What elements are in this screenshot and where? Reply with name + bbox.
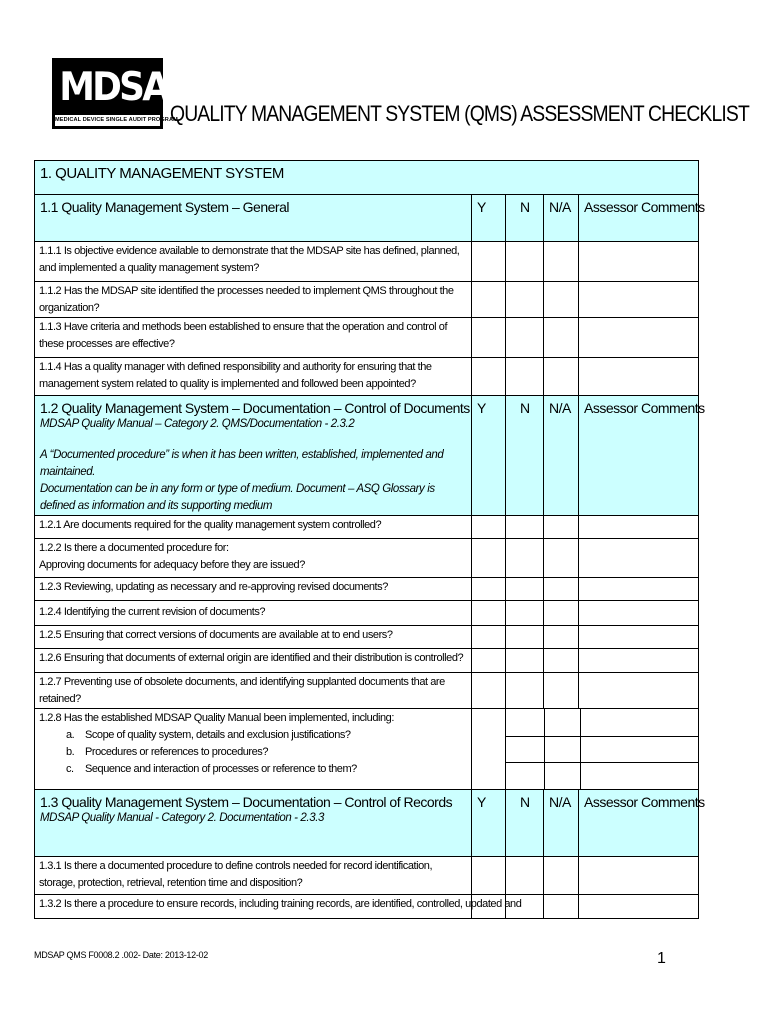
answer-y-cell[interactable] <box>472 318 506 358</box>
question-text: 1.1.4 Has a quality manager with defined responsibility and authority for ensuring that the management system related to quality is implemented and followed been appointed? <box>39 361 432 390</box>
col-header-y: Y <box>477 199 486 215</box>
answer-y-cell[interactable] <box>472 709 506 790</box>
answer-n-cell[interactable] <box>506 578 544 601</box>
answer-y-cell[interactable] <box>472 857 506 895</box>
answer-y-cell[interactable] <box>472 358 506 396</box>
list-letter: c. <box>66 763 74 775</box>
answer-na-cell[interactable] <box>545 762 581 789</box>
answer-n-cell[interactable] <box>506 358 544 396</box>
list-item-text: Scope of quality system, details and exclusion justifications? <box>85 729 351 741</box>
subsection-title-1-1: 1.1 Quality Management System – General <box>40 199 289 215</box>
answer-na-cell[interactable] <box>544 601 579 626</box>
manual-reference: MDSAP Quality Manual – Category 2. QMS/Documentation - 2.3.2 <box>40 418 355 430</box>
col-header-comments: Assessor Comments <box>584 199 705 215</box>
comment-cell[interactable] <box>579 539 699 578</box>
col-header-na: N/A <box>549 400 571 416</box>
answer-na-cell[interactable] <box>544 282 579 318</box>
list-item-text: Sequence and interaction of processes or reference to them? <box>85 763 357 775</box>
col-header-n: N <box>520 794 530 810</box>
list-letter: a. <box>66 729 75 741</box>
table-row <box>35 709 699 790</box>
answer-y-cell[interactable] <box>472 516 506 539</box>
answer-na-cell[interactable] <box>544 857 579 895</box>
question-text: 1.1.1 Is objective evidence available to demonstrate that the MDSAP site has defined, planned, and implemented a quality management system? <box>39 245 460 274</box>
answer-y-cell[interactable] <box>472 242 506 282</box>
sub-item-answer-grid <box>506 709 698 789</box>
table-row <box>35 673 699 709</box>
comment-cell[interactable] <box>579 626 699 649</box>
comment-cell[interactable] <box>579 895 699 919</box>
question-text: 1.2.5 Ensuring that correct versions of documents are available at to end users? <box>39 629 393 641</box>
table-row <box>35 242 699 282</box>
sub-item-list <box>35 727 471 778</box>
col-header-comments: Assessor Comments <box>584 794 705 810</box>
answer-n-cell[interactable] <box>506 673 544 709</box>
answer-n-cell[interactable] <box>506 601 544 626</box>
list-item-text: Procedures or references to procedures? <box>85 746 269 758</box>
list-item <box>39 727 467 744</box>
comment-cell[interactable] <box>581 736 699 762</box>
mdsap-logo <box>52 58 191 129</box>
col-header-comments: Assessor Comments <box>584 400 705 416</box>
answer-n-cell[interactable] <box>506 318 544 358</box>
answer-y-cell[interactable] <box>472 539 506 578</box>
page-title: QUALITY MANAGEMENT SYSTEM (QMS) ASSESSMENT CHECKLIST <box>170 101 749 126</box>
question-text: 1.1.2 Has the MDSAP site identified the processes needed to implement QMS throughout the organization? <box>39 285 454 314</box>
comment-cell[interactable] <box>579 358 699 396</box>
table-row <box>35 578 699 601</box>
table-row <box>35 358 699 396</box>
comment-cell[interactable] <box>579 318 699 358</box>
col-header-n: N <box>520 199 530 215</box>
col-header-y: Y <box>477 400 486 416</box>
answer-na-cell[interactable] <box>544 318 579 358</box>
table-row <box>35 649 699 673</box>
comment-cell[interactable] <box>579 578 699 601</box>
subsection-title-1-3: 1.3 Quality Management System – Documentation – Control of Records <box>40 794 453 810</box>
document-footer: MDSAP QMS F0008.2 .002- Date: 2013-12-02 <box>34 950 208 960</box>
answer-na-cell[interactable] <box>545 736 581 762</box>
answer-na-cell[interactable] <box>544 358 579 396</box>
answer-na-cell[interactable] <box>544 578 579 601</box>
comment-cell[interactable] <box>581 762 699 789</box>
table-row <box>35 895 699 919</box>
table-row <box>35 601 699 626</box>
answer-n-cell[interactable] <box>506 516 544 539</box>
question-text: 1.1.3 Have criteria and methods been established to ensure that the operation and control of these processes are effective? <box>39 321 448 350</box>
question-text: 1.2.8 Has the established MDSAP Quality Manual been implemented, including: <box>39 712 394 724</box>
checklist-table <box>34 160 705 919</box>
subsection-header-row <box>35 790 699 857</box>
logo-tagline: MEDICAL DEVICE SINGLE AUDIT PROGRAM <box>55 115 160 126</box>
comment-cell[interactable] <box>579 516 699 539</box>
col-header-na: N/A <box>549 199 571 215</box>
comment-cell[interactable] <box>579 857 699 895</box>
list-letter: b. <box>66 746 75 758</box>
list-item <box>39 744 467 761</box>
table-row <box>35 857 699 895</box>
answer-na-cell[interactable] <box>544 516 579 539</box>
list-item <box>39 761 467 778</box>
answer-n-cell[interactable] <box>506 242 544 282</box>
answer-y-cell[interactable] <box>472 649 506 673</box>
table-row <box>35 318 699 358</box>
definition-note: A “Documented procedure” is when it has been written, established, implemented and maintained. <box>40 449 444 478</box>
answer-n-cell[interactable] <box>506 539 544 578</box>
answer-na-cell[interactable] <box>544 673 579 709</box>
table-row <box>35 539 699 578</box>
comment-cell[interactable] <box>579 673 699 709</box>
comment-cell[interactable] <box>579 282 699 318</box>
comment-cell[interactable] <box>579 649 699 673</box>
col-header-na: N/A <box>549 794 571 810</box>
question-text: 1.2.6 Ensuring that documents of external origin are identified and their distribution is controlled? <box>39 652 464 664</box>
answer-y-cell[interactable] <box>472 601 506 626</box>
question-text: 1.2.7 Preventing use of obsolete documents, and identifying supplanted documents that are retained? <box>39 676 445 705</box>
question-text: Approving documents for adequacy before they are issued? <box>39 559 305 571</box>
question-text: 1.2.1 Are documents required for the quality management system controlled? <box>39 519 382 531</box>
question-text: 1.3.2 Is there a procedure to ensure records, including training records, are identified, controlled, updated and <box>39 898 522 910</box>
answer-na-cell[interactable] <box>544 539 579 578</box>
comment-cell[interactable] <box>579 242 699 282</box>
answer-na-cell[interactable] <box>544 649 579 673</box>
answer-na-cell[interactable] <box>544 895 579 919</box>
section-header-row <box>35 161 699 195</box>
answer-n-cell[interactable] <box>506 762 545 789</box>
table-row <box>35 282 699 318</box>
answer-n-cell[interactable] <box>506 626 544 649</box>
table-row <box>35 626 699 649</box>
answer-n-cell[interactable] <box>506 857 544 895</box>
question-text: 1.2.4 Identifying the current revision of documents? <box>39 606 266 618</box>
answer-n-cell[interactable] <box>506 649 544 673</box>
answer-na-cell[interactable] <box>544 242 579 282</box>
comment-cell[interactable] <box>581 709 699 736</box>
answer-y-cell[interactable] <box>472 673 506 709</box>
answer-n-cell[interactable] <box>506 736 545 762</box>
answer-n-cell[interactable] <box>506 709 545 736</box>
answer-na-cell[interactable] <box>545 709 581 736</box>
manual-reference: MDSAP Quality Manual - Category 2. Documentation - 2.3.3 <box>40 812 324 824</box>
answer-na-cell[interactable] <box>544 626 579 649</box>
answer-y-cell[interactable] <box>472 626 506 649</box>
page-number: 1 <box>657 950 666 967</box>
comment-cell[interactable] <box>579 601 699 626</box>
answer-y-cell[interactable] <box>472 282 506 318</box>
col-header-y: Y <box>477 794 486 810</box>
subsection-header-row <box>35 195 699 242</box>
question-text: 1.3.1 Is there a documented procedure to define controls needed for record identification, storage, protection, retrieval, retention time and disposition? <box>39 860 433 889</box>
logo-wordmark: MDSAP <box>59 65 191 110</box>
subsection-header-row <box>35 396 699 516</box>
answer-n-cell[interactable] <box>506 282 544 318</box>
question-text: 1.2.2 Is there a documented procedure for: <box>39 542 229 554</box>
section-title: 1. QUALITY MANAGEMENT SYSTEM <box>40 165 284 182</box>
table-row <box>35 516 699 539</box>
col-header-n: N <box>520 400 530 416</box>
definition-note: Documentation can be in any form or type of medium. Document – ASQ Glossary is defined as information and its supporting medium <box>40 483 435 512</box>
subsection-title-1-2: 1.2 Quality Management System – Documentation – Control of Documents <box>40 400 470 416</box>
answer-y-cell[interactable] <box>472 578 506 601</box>
question-text: 1.2.3 Reviewing, updating as necessary and re-approving revised documents? <box>39 581 388 593</box>
